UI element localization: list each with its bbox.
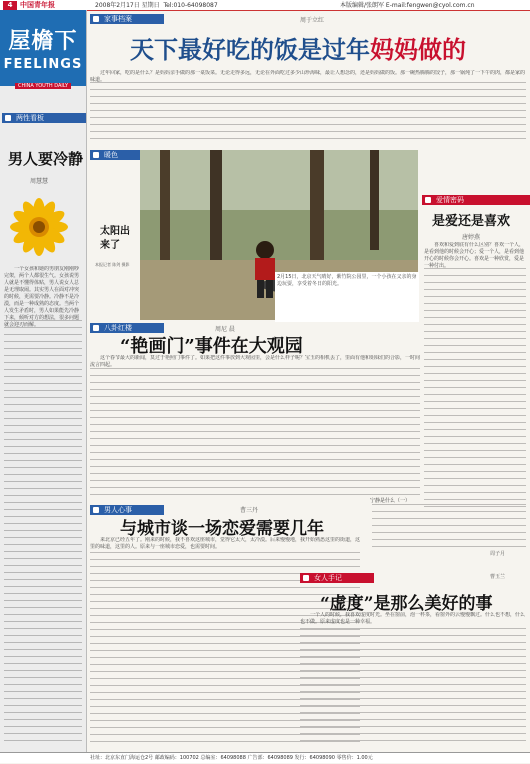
section-tag-right: 爱情密码 [422, 195, 530, 205]
brand-title-en: FEELINGS [3, 57, 83, 72]
top-story-text-lines [90, 82, 526, 140]
yanzhao-body: 这个春节最大的新闻，莫过于艳照门事件了。如果把这件事放到大观园里，会是什么样子呢？宝玉的相机丢了，里面有他和姐妹们的合影，一时间流言四起。 [90, 355, 420, 368]
section-brand [0, 10, 86, 89]
date-line: 2008年2月17日 星期日 Tel:010-64098087 [95, 2, 218, 9]
left-article-body: 一个女孩和她的男朋友刚刚吵完架，两个人都很生气。女孩说男人就是不懂得体贴，男人说女人总是无理取闹。其实男人在面对冲突的时候，更需要冷静。冷静不是冷漠，而是一种成熟的态度。当两个人发生矛盾时，男人如果能先冷静下来，倾听对方的想法，很多问题就会迎刃而解。 [4, 266, 80, 328]
vanity-headline: “虚度”是那么美好的事 [320, 594, 493, 614]
vanity-byline: 曹玉兰 [490, 574, 506, 580]
city-headline: 与城市谈一场恋爱需要几年 [120, 519, 324, 539]
brand-title-cn: 屋檐下 [8, 28, 78, 54]
photo-caption-byline: 本报记者 陈剑 摄影 [95, 262, 130, 267]
photo-caption-text: 2月15日，北京天气晴好，紫竹院公园里，一个小孩在父亲的身边玩耍，享受着冬日的阳光。 [275, 272, 419, 322]
section-tag-left: 两性看板 [2, 113, 86, 123]
city-body: 来北京已经五年了。刚来的时候，我不喜欢这座城市，觉得它太大，太冷漠。后来慢慢地，我开始熟悉这里的街道，这里的味道，这里的人。原来与一座城市恋爱，也需要时间。 [90, 537, 360, 550]
photo-caption-title: 太阳出来了 [100, 226, 130, 251]
editor-info: 本版编辑/张朗军 E-mail:fengwen@cyol.com.cn [340, 2, 475, 9]
section-tag-top: 家事档案 [90, 14, 164, 24]
section-tag-yanzhao: 八卦红楼 [90, 323, 164, 333]
page-number: 4 [3, 1, 17, 10]
city-byline: 曹三丹 [240, 507, 259, 514]
top-story-headline: 天下最好吃的饭是过年妈妈做的 [130, 35, 466, 64]
paper-logo: 中国青年报 [20, 0, 55, 9]
page-footer: 社址：北京东直门海运仓2号 邮政编码：100702 总编室：64098088 广告部：64098089 发行：64098090 零售价：1.00元 [0, 752, 530, 763]
right-article-body: 喜欢和爱到底有什么区别？喜欢一个人，是看到他的时候会开心；爱一个人，是看到他开心的时候你会开心。喜欢是一种欣赏，爱是一种付出。 [424, 242, 525, 269]
mini-item-title: 宁静是什么（一） [370, 498, 411, 504]
top-story-body: 过年回家，吃的是什么？是妈妈亲手做的那一桌饭菜。无论走得多远，无论在外面吃过多少山珍海味，最让人想念的，还是妈妈做的饭。那一碗热腾腾的饺子，那一锅炖了一下午的肉，都是家的味道。 [90, 70, 526, 83]
top-story-byline: 周于立红 [300, 17, 325, 24]
section-tag-city: 男人心事 [90, 505, 164, 515]
left-article-text-lines [4, 320, 82, 746]
left-byline: 周慧慧 [30, 178, 49, 185]
mini-item-text-lines [372, 504, 526, 549]
brand-tagline: CHINA YOUTH DAILY [15, 83, 71, 89]
yanzhao-text-lines [90, 368, 420, 495]
right-headline: 是爱还是喜欢 [432, 214, 511, 229]
vanity-body: 一个人的时候，我喜欢虚度时光。坐在窗前，泡一杯茶，看窗外的云慢慢飘过。什么也不想，什么也不做。原来虚度也是一种幸福。 [300, 612, 526, 625]
yanzhao-byline: 周尼 晨 [215, 326, 235, 333]
yanzhao-headline: “艳画门”事件在大观园 [120, 336, 303, 357]
right-text-lines [424, 268, 526, 512]
right-byline: 唐婷燕 [462, 234, 481, 241]
section-tag-vanity: 女人手记 [300, 573, 374, 583]
mini-item-byline: 周子月 [490, 551, 506, 557]
vanity-text-lines [300, 628, 526, 747]
left-headline: 男人要冷静 [8, 150, 84, 168]
sunflower-image [8, 196, 70, 258]
section-tag-photo: 暖色 [90, 150, 144, 160]
